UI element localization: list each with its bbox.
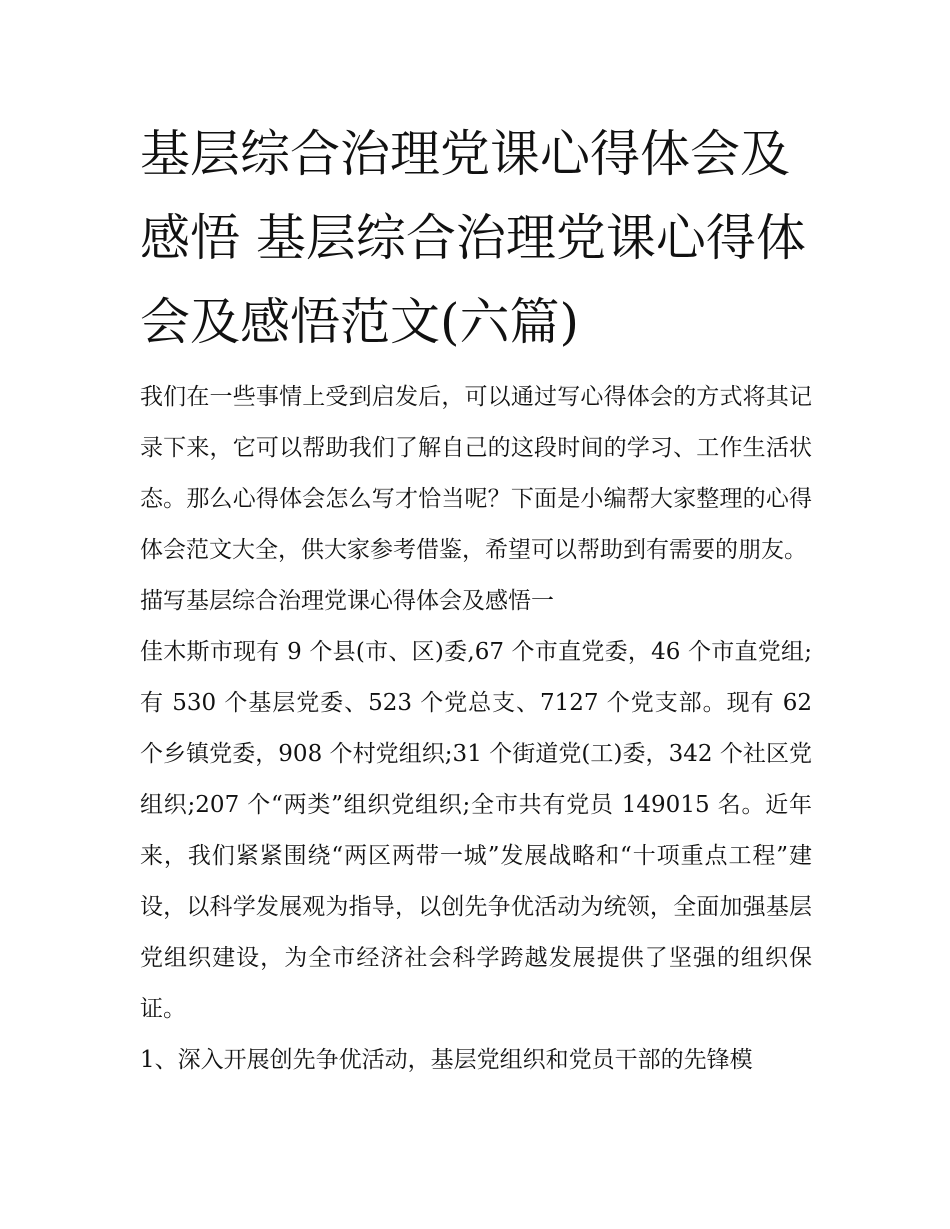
body-paragraph: 佳木斯市现有 9 个县(市、区)委,67 个市直党委，46 个市直党组;有 530 个基层党委、523 个党总支、7127 个党支部。现有 62 个乡镇党委，908 个村党组织;31 个街道党(工)委，342 个社区党组织;207 个“两类”组织党组织;全市共有党员 149015 名。近年来，我们紧紧围绕“两区两带一城”发展战略和“十项重点工程”建设，以科学发展观为指导，以创先争优活动为统领，全面加强基层党组织建设，为全市经济社会科学跨越发展提供了坚强的组织保证。 <box>140 639 812 1022</box>
document-page <box>140 112 812 1086</box>
list-item: 1、深入开展创先争优活动，基层党组织和党员干部的先锋模 <box>140 1047 753 1073</box>
document-title: 基层综合治理党课心得体会及感悟 基层综合治理党课心得体会及感悟范文(六篇) <box>140 125 806 351</box>
section-heading: 描写基层综合治理党课心得体会及感悟一 <box>140 588 554 614</box>
intro-paragraph: 我们在一些事情上受到启发后，可以通过写心得体会的方式将其记录下来，它可以帮助我们了解自己的这段时间的学习、工作生活状态。那么心得体会怎么写才恰当呢？下面是小编帮大家整理的心得体会范文大全，供大家参考借鉴，希望可以帮助到有需要的朋友。 <box>140 384 812 563</box>
